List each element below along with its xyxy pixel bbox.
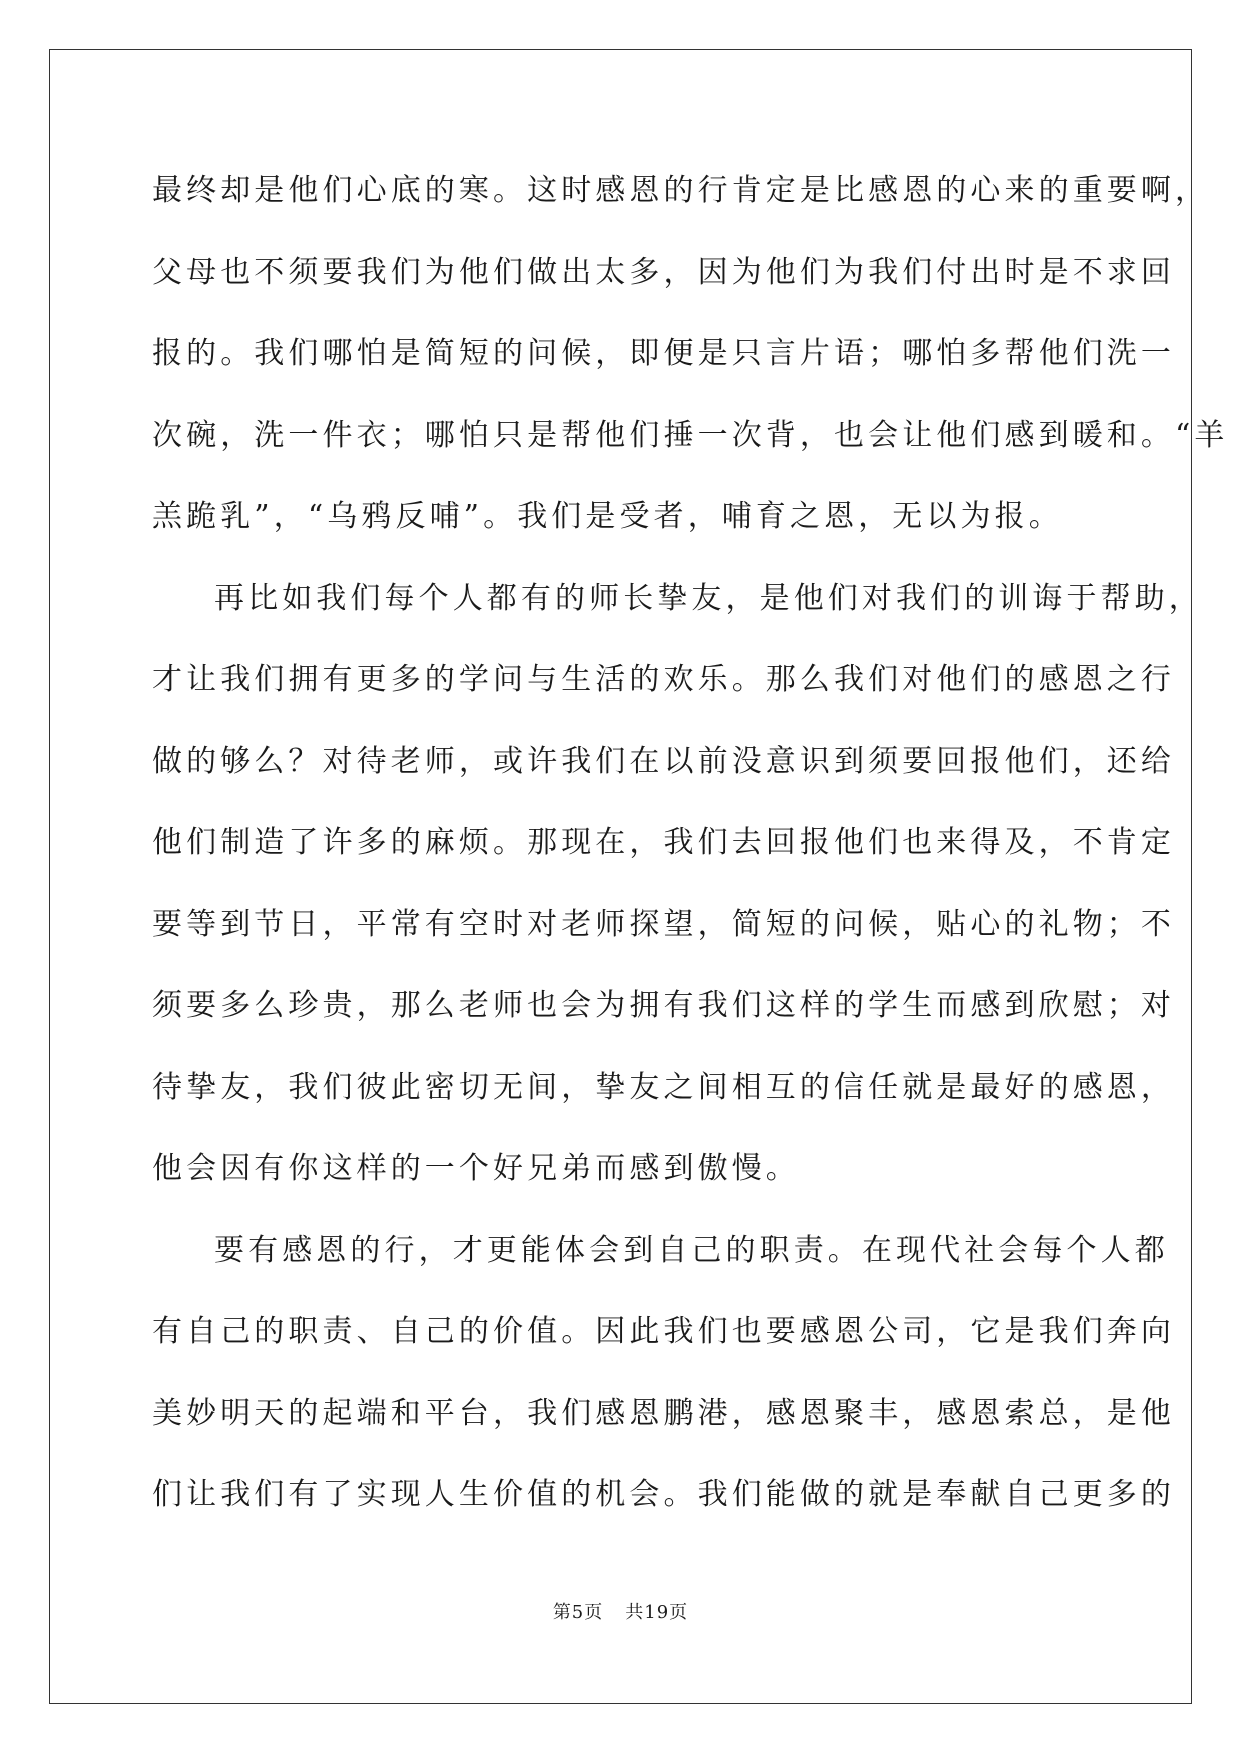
text-line: 们让我们有了实现人生价值的机会。我们能做的就是奉献自己更多的 <box>152 1477 1175 1512</box>
text-line: 有自己的职责、自己的价值。因此我们也要感恩公司，它是我们奔向 <box>152 1314 1175 1349</box>
text-line: 最终却是他们心底的寒。这时感恩的行肯定是比感恩的心来的重要啊， <box>152 173 1210 208</box>
text-line: 待挚友，我们彼此密切无间，挚友之间相互的信任就是最好的感恩， <box>152 1069 1175 1105</box>
document-body <box>152 150 1229 1536</box>
text-line: 才让我们拥有更多的学问与生活的欢乐。那么我们对他们的感恩之行 <box>152 662 1175 697</box>
text-line: 他们制造了许多的麻烦。那现在，我们去回报他们也来得及，不肯定 <box>152 825 1175 860</box>
page-number: 第5页 <box>552 1602 604 1623</box>
text-line: 报的。我们哪怕是简短的问候，即便是只言片语；哪怕多帮他们洗一 <box>152 336 1175 371</box>
text-line: 父母也不须要我们为他们做出太多，因为他们为我们付出时是不求回 <box>152 254 1175 290</box>
text-line: 美妙明天的起端和平台，我们感恩鹏港，感恩聚丰，感恩索总，是他 <box>152 1395 1175 1431</box>
paragraph-start-line: 要有感恩的行，才更能体会到自己的职责。在现代社会每个人都 <box>214 1232 1169 1268</box>
text-line: 次碗，洗一件衣；哪怕只是帮他们捶一次背，也会让他们感到暖和。“羊 <box>152 417 1229 453</box>
text-line: 须要多么珍贵，那么老师也会为拥有我们这样的学生而感到欣慰；对 <box>152 988 1175 1023</box>
text-line: 羔跪乳”，“乌鸦反哺”。我们是受者，哺育之恩，无以为报。 <box>152 499 1063 534</box>
page-total: 共19页 <box>625 1602 689 1623</box>
text-line: 做的够么？对待老师，或许我们在以前没意识到须要回报他们，还给 <box>152 743 1175 779</box>
text-line: 要等到节日，平常有空时对老师探望，简短的问候，贴心的礼物；不 <box>152 906 1175 942</box>
paragraph-start-line: 再比如我们每个人都有的师长挚友，是他们对我们的训诲于帮助， <box>214 580 1203 616</box>
text-line: 他会因有你这样的一个好兄弟而感到傲慢。 <box>152 1151 800 1186</box>
page-footer <box>0 1598 1241 1624</box>
